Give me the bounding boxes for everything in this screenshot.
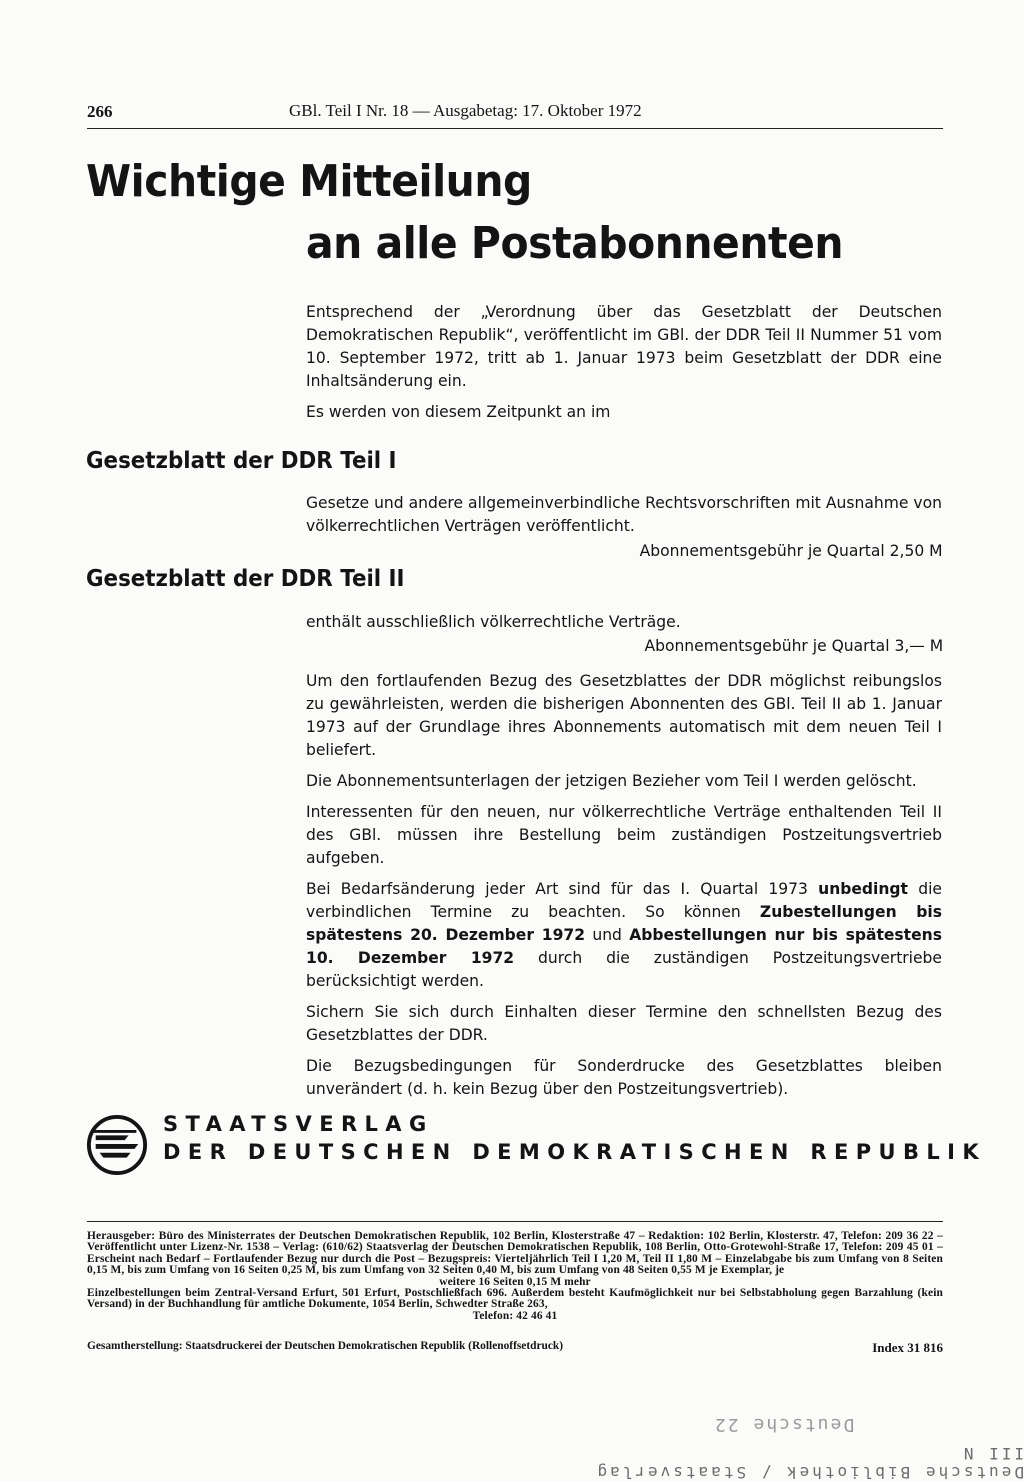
imprint-rule: [87, 1221, 943, 1222]
imprint-phone: Telefon: 42 46 41: [472, 1309, 558, 1322]
intro-lead: Es werden von diesem Zeitpunkt an im: [306, 402, 611, 421]
body-paragraph-4: Bei Bedarfsänderung jeder Art sind für das I. Quartal 1973 unbedingt die verbindlichen Termine zu beachten. So können Zubestellungen bis spätestens 20. Dezember 1972 und Abbestellungen nur bis spätestens 10. Dezember 1972 durch die zuständigen Postzeitungsvertriebe berücksichtigt werden.: [306, 879, 942, 990]
intro-block: [306, 300, 943, 431]
body-paragraph-1: Um den fortlaufenden Bezug des Gesetzblattes der DDR möglichst reibungslos zu gewährleisten, werden die bisherigen Abonnenten des GBl. Teil II ab 1. Januar 1973 auf der Grundlage ihres Abonnements automatisch mit dem neuen Teil I beliefert.: [306, 671, 942, 759]
library-stamp-1: Deutsche 22: [713, 1414, 855, 1435]
page-number: 266: [87, 102, 113, 121]
notice-body: [306, 669, 943, 1108]
library-stamp-2: Deutsche Bibliothek / Staatsverlag III N: [594, 1444, 1024, 1482]
publisher-line-1: STAATSVERLAG: [163, 1112, 434, 1136]
index-number: Index 31 816: [872, 1340, 943, 1355]
staatsverlag-logo-icon: [86, 1114, 148, 1176]
imprint-footer: [87, 1340, 943, 1355]
teil1-text: Gesetze und andere allgemeinverbindliche Rechtsvorschriften mit Ausnahme von völkerrechtlichen Verträgen veröffentlicht.: [306, 493, 942, 535]
issue-header: GBl. Teil I Nr. 18 — Ausgabetag: 17. Oktober 1972: [289, 101, 642, 120]
teil2-heading: Gesetzblatt der DDR Teil II: [86, 566, 405, 592]
imprint: [87, 1231, 943, 1322]
teil2-fee: Abonnementsgebühr je Quartal 3,— M: [644, 636, 943, 655]
imprint-text-center: weitere 16 Seiten 0,15 M mehr: [439, 1275, 591, 1288]
headline-line-2: an alle Postabonnenten: [306, 218, 844, 269]
intro-paragraph: Entsprechend der „Verordnung über das Gesetzblatt der Deutschen Demokratischen Republik“, veröffentlicht im GBl. der DDR Teil II Nummer 51 vom 10. September 1972, tritt ab 1. Januar 1973 beim Gesetzblatt der DDR eine Inhaltsänderung ein.: [306, 302, 942, 390]
header-rule: [87, 128, 943, 129]
teil1-fee: Abonnementsgebühr je Quartal 2,50 M: [640, 541, 943, 560]
imprint-text: Herausgeber: Büro des Ministerrates der Deutschen Demokratischen Republik, 102 Berlin, Klosterstraße 47 – Redaktion: 102 Berlin, Klosterstr. 47, Telefon: 209 36 22 – Veröffentlicht unter Lizenz-Nr. 1538 – Verlag: (610/62) Staatsverlag der Deutschen Demokratischen Republik, 108 Berlin, Otto-Grotewohl-Straße 17, Telefon: 209 45 01 – Erscheint nach Bedarf – Fortlaufender Bezug nur durch die Post – Bezugspreis: Vierteljährlich Teil I 1,20 M, Teil II 1,80 M – Einzelabgabe bis zum Umfang von 8 Seiten 0,15 M, bis zum Umfang von 16 Seiten 0,25 M, bis zum Umfang von 32 Seiten 0,40 M, bis zum Umfang von 48 Seiten 0,55 M je Exemplar, je: [87, 1230, 943, 1277]
teil2-text: enthält ausschließlich völkerrechtliche Verträge.: [306, 612, 681, 631]
imprint-orders: Einzelbestellungen beim Zentral-Versand Erfurt, 501 Erfurt, Postschließfach 696. Außerdem besteht Kaufmöglichkeit nur bei Selbstabholung gegen Barzahlung (kein Versand) in der Buchhandlung für amtliche Dokumente, 1054 Berlin, Schwedter Straße 263,: [87, 1287, 943, 1311]
headline-line-1: Wichtige Mitteilung: [86, 156, 532, 207]
production-note: Gesamtherstellung: Staatsdruckerei der Deutschen Demokratischen Republik (Rollenoffsetdruck): [87, 1340, 564, 1352]
teil1-block: [306, 491, 943, 545]
body-paragraph-6: Die Bezugsbedingungen für Sonderdrucke des Gesetzblattes bleiben unverändert (d. h. kein Bezug über den Postzeitungsvertrieb).: [306, 1056, 942, 1098]
publisher-line-2: DER DEUTSCHEN DEMOKRATISCHEN REPUBLIK: [163, 1140, 987, 1164]
body-paragraph-5: Sichern Sie sich durch Einhalten dieser Termine den schnellsten Bezug des Gesetzblattes der DDR.: [306, 1002, 942, 1044]
body-paragraph-2: Die Abonnementsunterlagen der jetzigen Bezieher vom Teil I werden gelöscht.: [306, 771, 917, 790]
teil1-heading: Gesetzblatt der DDR Teil I: [86, 448, 397, 474]
body-paragraph-3: Interessenten für den neuen, nur völkerrechtliche Verträge enthaltenden Teil II des GBl. müssen ihre Bestellung beim zuständigen Postzeitungsvertrieb aufgeben.: [306, 802, 942, 867]
